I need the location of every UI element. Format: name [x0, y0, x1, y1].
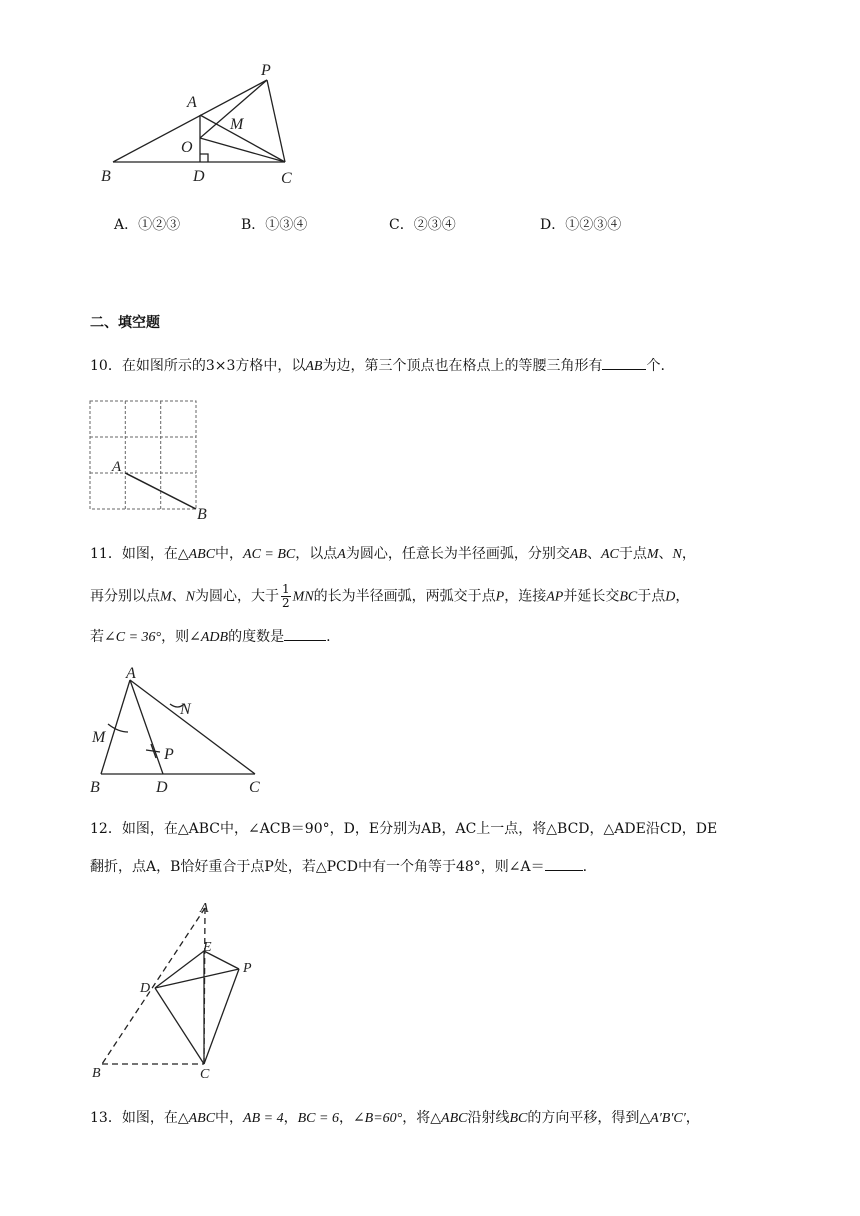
figure-q12 [88, 895, 268, 1085]
label-a: A [112, 459, 122, 475]
question-12-line-1: 12．如图，在△ABC中，∠ACB＝90°，D，E分别为AB，AC上一点，将△BCD，△ADE沿CD，DE [90, 821, 718, 837]
label-p: P [164, 746, 174, 763]
label-m: M [92, 729, 106, 746]
option-d: D．①②③④ [540, 217, 622, 233]
label-a: A [187, 94, 197, 111]
option-b: B．①③④ [241, 217, 308, 233]
option-c: C．②③④ [389, 217, 456, 233]
label-d: D [140, 981, 151, 996]
label-d: D [156, 779, 168, 796]
label-c: C [200, 1067, 210, 1082]
option-a: A．①②③ [114, 217, 181, 233]
label-b: B [92, 1066, 101, 1081]
label-b: B [90, 779, 100, 796]
segment-ac [130, 680, 255, 774]
label-m: M [230, 116, 244, 133]
label-c: C [281, 170, 292, 187]
answer-blank [602, 355, 646, 370]
label-o: O [181, 139, 193, 156]
figure-q10-grid [88, 398, 218, 526]
arc-m [108, 724, 128, 732]
fraction-half: $\frac{1}{2}$ [282, 582, 290, 610]
question-11-line-2: 再分别以点M、N为圆心，大于 $\frac{1}{2}$ MN的长为半径画弧，两弧交于点P，连接AP并延长交BC于点D， [90, 582, 690, 610]
label-b: B [197, 506, 207, 523]
segment-dc [155, 988, 204, 1064]
label-e: E [203, 940, 212, 955]
label-p: P [261, 62, 271, 79]
answer-blank [284, 626, 326, 641]
label-p: P [243, 961, 252, 976]
question-13-line-1: 13．如图，在△ABC中，AB = 4，BC = 6，∠B=60°，将△ABC沿射线BC的方向平移，得到△A′B′C′， [90, 1110, 700, 1126]
right-angle-mark [200, 154, 208, 162]
figure-q9 [95, 55, 305, 190]
question-12-line-2: 翻折，点A，B恰好重合于点P处，若△PCD中有一个角等于48°，则∠A＝ . [90, 856, 587, 877]
segment-ab [101, 680, 130, 774]
section-title: 二、填空题 [90, 315, 160, 331]
segment-pc [204, 969, 239, 1064]
label-a: A [126, 665, 136, 682]
label-c: C [249, 779, 260, 796]
segment-oc [200, 138, 285, 162]
label-a: A [200, 901, 209, 916]
segment-ad [130, 680, 163, 774]
question-11-line-3: 若∠C = 36°，则∠ADB的度数是 . [90, 626, 331, 648]
question-11-line-1: 11．如图，在△ABC中，AC = BC，以点A为圆心，任意长为半径画弧，分别交AB、AC于点M、N， [90, 546, 696, 562]
figure-q11 [88, 662, 278, 802]
label-n: N [180, 701, 191, 718]
segment-pc [267, 80, 285, 162]
label-b: B [101, 168, 111, 185]
label-d: D [193, 168, 205, 185]
answer-blank [545, 856, 583, 871]
question-10: 10．在如图所示的3×3方格中，以AB为边，第三个顶点也在格点上的等腰三角形有 个. [90, 355, 665, 377]
